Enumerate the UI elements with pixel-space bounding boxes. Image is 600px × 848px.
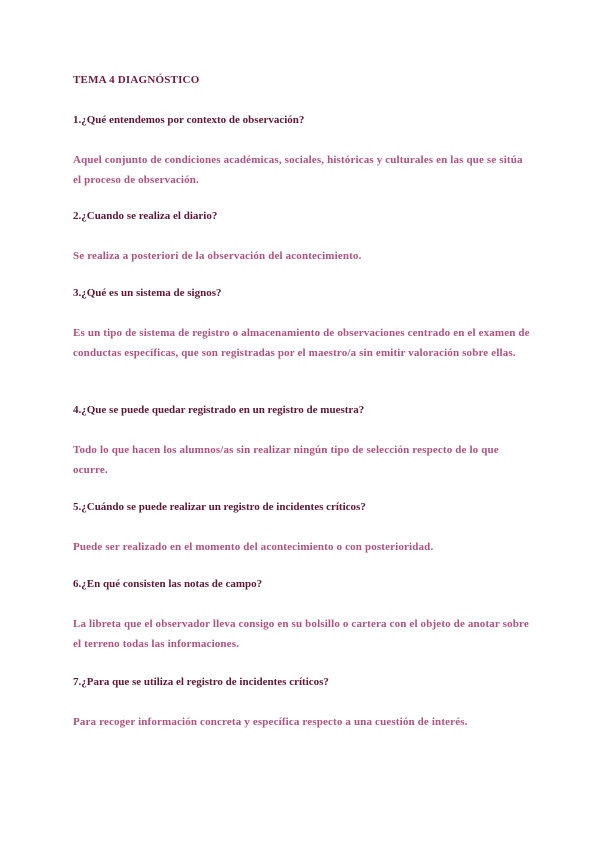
answer-5: Puede ser realizado en el momento del acontecimiento o con posterioridad. bbox=[73, 541, 434, 553]
answer-3: Es un tipo de sistema de registro o almacenamiento de observaciones centrado en el examen de conductas específicas, que son registradas por el maestro/a sin emitir valoración sobre ellas. bbox=[73, 327, 530, 359]
qa-item-1 bbox=[73, 113, 533, 190]
question-2: 2.¿Cuando se realiza el diario? bbox=[73, 210, 218, 222]
question-7: 7.¿Para que se utiliza el registro de incidentes críticos? bbox=[73, 676, 329, 688]
question-4: 4.¿Que se puede quedar registrado en un registro de muestra? bbox=[73, 404, 365, 416]
answer-6: La libreta que el observador lleva consigo en su bolsillo o cartera con el objeto de anotar sobre el terreno todas las informaciones. bbox=[73, 618, 529, 650]
question-1: 1.¿Qué entendemos por contexto de observación? bbox=[73, 114, 305, 126]
answer-2: Se realiza a posteriori de la observación del acontecimiento. bbox=[73, 250, 362, 262]
question-3: 3.¿Qué es un sistema de signos? bbox=[73, 287, 222, 299]
qa-item-3 bbox=[73, 286, 533, 363]
qa-item-7 bbox=[73, 675, 533, 733]
question-6: 6.¿En qué consisten las notas de campo? bbox=[73, 578, 263, 590]
qa-item-5 bbox=[73, 500, 533, 558]
answer-4: Todo lo que hacen los alumnos/as sin realizar ningún tipo de selección respecto de lo que ocurre. bbox=[73, 444, 499, 476]
answer-7: Para recoger información concreta y específica respecto a una cuestión de interés. bbox=[73, 716, 468, 728]
answer-1: Aquel conjunto de condiciones académicas, sociales, históricas y culturales en las que se sitúa el proceso de observación. bbox=[73, 154, 523, 186]
qa-item-4 bbox=[73, 403, 533, 480]
qa-item-2 bbox=[73, 209, 533, 267]
qa-item-6 bbox=[73, 577, 533, 654]
question-5: 5.¿Cuándo se puede realizar un registro de incidentes críticos? bbox=[73, 501, 366, 513]
document-title: TEMA 4 DIAGNÓSTICO bbox=[73, 74, 200, 86]
